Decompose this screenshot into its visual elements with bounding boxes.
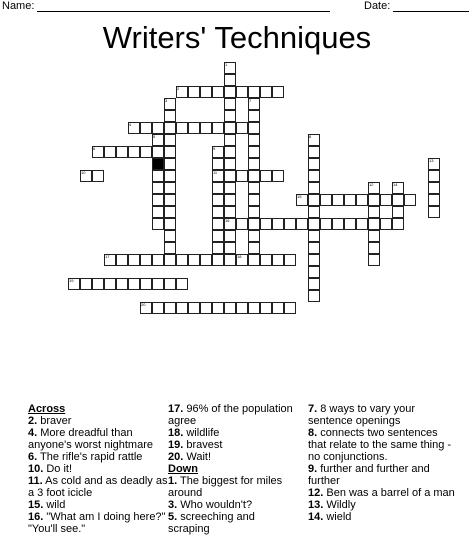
grid-cell[interactable] [152, 182, 164, 194]
grid-cell[interactable] [272, 302, 284, 314]
grid-cell[interactable] [164, 278, 176, 290]
grid-cell[interactable] [164, 302, 176, 314]
grid-number: 11 [213, 170, 218, 175]
grid-cell[interactable] [392, 206, 404, 218]
grid-cell[interactable] [332, 218, 344, 230]
grid-cell[interactable] [116, 254, 128, 266]
grid-cell[interactable] [356, 194, 368, 206]
grid-cell[interactable] [212, 182, 224, 194]
date-field[interactable] [364, 0, 469, 12]
grid-cell[interactable] [188, 122, 200, 134]
clue-down-5: 5. screeching and scraping [168, 511, 255, 535]
grid-cell[interactable] [308, 230, 320, 242]
grid-cell[interactable] [428, 194, 440, 206]
grid-cell[interactable] [284, 218, 296, 230]
grid-cell[interactable] [176, 254, 188, 266]
grid-cell[interactable] [428, 170, 440, 182]
grid-cell[interactable] [104, 278, 116, 290]
grid-number: 7 [249, 98, 252, 103]
grid-cell[interactable] [248, 182, 260, 194]
grid-cell[interactable] [404, 194, 416, 206]
grid-cell[interactable] [248, 206, 260, 218]
grid-cell[interactable] [164, 134, 176, 146]
grid-cell[interactable] [164, 182, 176, 194]
grid-cell[interactable] [80, 278, 92, 290]
grid-cell[interactable] [164, 218, 176, 230]
grid-cell[interactable] [164, 146, 176, 158]
grid-cell[interactable] [152, 122, 164, 134]
grid-number: 5 [153, 134, 156, 139]
grid-number: 12 [369, 182, 374, 187]
grid-cell[interactable] [224, 230, 236, 242]
grid-cell[interactable] [224, 302, 236, 314]
grid-cell[interactable] [200, 302, 212, 314]
grid-cell[interactable] [380, 194, 392, 206]
grid-cell[interactable] [308, 218, 320, 230]
grid-cell[interactable] [248, 110, 260, 122]
clue-across-16: 16. "What am I doing here?" "You'll see." [28, 511, 166, 535]
grid-cell[interactable] [212, 122, 224, 134]
grid-cell[interactable] [152, 170, 164, 182]
grid-cell[interactable] [356, 218, 368, 230]
grid-cell[interactable] [272, 170, 284, 182]
grid-number: 15 [297, 194, 302, 199]
grid-cell[interactable] [212, 218, 224, 230]
grid-cell[interactable] [212, 194, 224, 206]
grid-cell[interactable] [224, 74, 236, 86]
grid-cell[interactable] [164, 254, 176, 266]
grid-cell[interactable] [164, 194, 176, 206]
grid-cell[interactable] [284, 254, 296, 266]
grid-cell[interactable] [368, 218, 380, 230]
grid-cell[interactable] [248, 122, 260, 134]
grid-number: 19 [69, 278, 74, 283]
grid-cell[interactable] [308, 170, 320, 182]
grid-number: 14 [393, 182, 398, 187]
grid-cell[interactable] [212, 86, 224, 98]
grid-cell[interactable] [248, 146, 260, 158]
grid-cell[interactable] [152, 218, 164, 230]
name-label: Name: [2, 0, 35, 12]
grid-cell[interactable] [332, 194, 344, 206]
grid-cell[interactable] [188, 254, 200, 266]
grid-number: 18 [237, 254, 242, 259]
grid-cell[interactable] [200, 86, 212, 98]
clue-down-3: 3. Who wouldn't? [168, 499, 253, 511]
grid-cell[interactable] [200, 254, 212, 266]
grid-cell[interactable] [272, 254, 284, 266]
name-field[interactable] [2, 0, 330, 12]
grid-cell[interactable] [128, 278, 140, 290]
grid-cell[interactable] [248, 194, 260, 206]
grid-cell[interactable] [308, 254, 320, 266]
grid-cell[interactable] [428, 182, 440, 194]
grid-cell[interactable] [200, 122, 212, 134]
clue-across-6: 6. The rifle's rapid rattle [28, 451, 143, 463]
grid-cell[interactable] [344, 218, 356, 230]
name-line[interactable] [37, 1, 330, 12]
grid-cell[interactable] [176, 302, 188, 314]
grid-cell[interactable] [212, 158, 224, 170]
grid-number: 2 [177, 86, 180, 91]
grid-cell[interactable] [248, 86, 260, 98]
grid-cell[interactable] [164, 110, 176, 122]
grid-cell[interactable] [248, 218, 260, 230]
grid-cell[interactable] [116, 146, 128, 158]
grid-cell[interactable] [248, 254, 260, 266]
grid-cell[interactable] [320, 194, 332, 206]
grid-cell[interactable] [176, 278, 188, 290]
grid-cell[interactable] [260, 170, 272, 182]
grid-cell[interactable] [224, 158, 236, 170]
grid-cell[interactable] [224, 122, 236, 134]
grid-number: 9 [213, 146, 216, 151]
clue-across-17: 17. 96% of the population agree [168, 403, 293, 427]
grid-number: 1 [225, 62, 228, 67]
grid-cell[interactable] [224, 146, 236, 158]
clue-across-19: 19. bravest [168, 439, 223, 451]
date-label: Date: [364, 0, 391, 12]
grid-cell[interactable] [224, 134, 236, 146]
grid-cell[interactable] [236, 218, 248, 230]
grid-cell[interactable] [296, 218, 308, 230]
grid-number: 10 [81, 170, 86, 175]
grid-cell[interactable] [260, 302, 272, 314]
grid-cell[interactable] [128, 254, 140, 266]
clue-down-13: 13. Wildly [308, 499, 356, 511]
grid-number: 16 [225, 218, 230, 223]
grid-cell[interactable] [428, 206, 440, 218]
grid-cell[interactable] [164, 230, 176, 242]
grid-cell[interactable] [392, 218, 404, 230]
grid-cell[interactable] [140, 278, 152, 290]
clue-across-11: 11. As cold and as deadly as a 3 foot icicle [28, 475, 168, 499]
clue-down-7: 7. 8 ways to vary your sentence openings [308, 403, 416, 427]
grid-cell[interactable] [164, 170, 176, 182]
grid-cell[interactable] [152, 146, 164, 158]
grid-cell[interactable] [260, 254, 272, 266]
grid-cell[interactable] [224, 206, 236, 218]
clue-down-14: 14. wield [308, 511, 352, 523]
grid-cell[interactable] [164, 158, 176, 170]
grid-cell[interactable] [140, 122, 152, 134]
grid-cell[interactable] [308, 206, 320, 218]
down-heading: Down [168, 463, 198, 475]
grid-number: 13 [429, 158, 434, 163]
grid-cell[interactable] [248, 230, 260, 242]
grid-cell[interactable] [152, 278, 164, 290]
grid-cell[interactable] [164, 122, 176, 134]
grid-cell[interactable] [368, 230, 380, 242]
grid-cell[interactable] [224, 170, 236, 182]
grid-number: 3 [165, 98, 168, 103]
grid-cell[interactable] [344, 194, 356, 206]
grid-cell[interactable] [308, 278, 320, 290]
grid-number: 6 [93, 146, 96, 151]
grid-cell[interactable] [248, 134, 260, 146]
grid-cell[interactable] [236, 86, 248, 98]
grid-cell[interactable] [224, 98, 236, 110]
grid-cell[interactable] [260, 86, 272, 98]
grid-cell[interactable] [308, 266, 320, 278]
grid-cell[interactable] [116, 278, 128, 290]
grid-block [152, 158, 164, 170]
grid-cell[interactable] [92, 278, 104, 290]
grid-cell[interactable] [224, 254, 236, 266]
grid-cell[interactable] [236, 122, 248, 134]
grid-cell[interactable] [152, 194, 164, 206]
grid-cell[interactable] [188, 302, 200, 314]
grid-cell[interactable] [248, 158, 260, 170]
grid-cell[interactable] [224, 194, 236, 206]
grid-cell[interactable] [224, 182, 236, 194]
date-line[interactable] [393, 1, 469, 12]
grid-cell[interactable] [164, 206, 176, 218]
grid-cell[interactable] [152, 254, 164, 266]
grid-cell[interactable] [92, 170, 104, 182]
grid-cell[interactable] [368, 194, 380, 206]
grid-cell[interactable] [308, 182, 320, 194]
grid-cell[interactable] [212, 242, 224, 254]
grid-cell[interactable] [272, 218, 284, 230]
grid-cell[interactable] [104, 146, 116, 158]
grid-cell[interactable] [380, 218, 392, 230]
grid-cell[interactable] [152, 206, 164, 218]
grid-cell[interactable] [320, 218, 332, 230]
grid-cell[interactable] [368, 254, 380, 266]
grid-cell[interactable] [176, 122, 188, 134]
grid-cell[interactable] [308, 158, 320, 170]
grid-cell[interactable] [308, 242, 320, 254]
clue-down-8: 8. connects two sentences that relate to the same thing - no conjunctions. [308, 427, 452, 463]
grid-number: 17 [105, 254, 110, 259]
grid-cell[interactable] [368, 242, 380, 254]
grid-cell[interactable] [140, 146, 152, 158]
clue-column-1 [28, 403, 168, 535]
grid-cell[interactable] [224, 110, 236, 122]
clue-across-15: 15. wild [28, 499, 66, 511]
across-heading: Across [28, 403, 66, 415]
grid-cell[interactable] [212, 302, 224, 314]
grid-cell[interactable] [212, 230, 224, 242]
grid-cell[interactable] [260, 218, 272, 230]
grid-cell[interactable] [308, 290, 320, 302]
grid-cell[interactable] [212, 254, 224, 266]
grid-number: 4 [129, 122, 132, 127]
clue-column-3 [308, 403, 458, 523]
puzzle-title: Writers' Techniques [102, 20, 372, 55]
grid-cell[interactable] [248, 302, 260, 314]
grid-number: 8 [309, 134, 312, 139]
grid-cell[interactable] [392, 194, 404, 206]
grid-cell[interactable] [248, 170, 260, 182]
grid-cell[interactable] [284, 302, 296, 314]
grid-cell[interactable] [152, 302, 164, 314]
grid-cell[interactable] [140, 254, 152, 266]
clue-across-4: 4. More dreadful than anyone's worst nightmare [28, 427, 153, 451]
clue-down-12: 12. Ben was a barrel of a man [308, 487, 455, 499]
grid-cell[interactable] [188, 86, 200, 98]
grid-number: 20 [141, 302, 146, 307]
clue-across-10: 10. Do it! [28, 463, 73, 475]
clue-across-2: 2. braver [28, 415, 72, 427]
grid-cell[interactable] [224, 86, 236, 98]
grid-cell[interactable] [368, 206, 380, 218]
clue-column-2 [168, 403, 298, 535]
grid-cell[interactable] [224, 242, 236, 254]
clue-down-9: 9. further and further and further [308, 463, 430, 487]
grid-cell[interactable] [308, 194, 320, 206]
clue-across-18: 18. wildlife [168, 427, 220, 439]
grid-cell[interactable] [164, 242, 176, 254]
grid-cell[interactable] [308, 146, 320, 158]
grid-cell[interactable] [128, 146, 140, 158]
clue-down-1: 1. The biggest for miles around [168, 475, 283, 499]
clue-across-20: 20. Wait! [168, 451, 212, 463]
grid-cell[interactable] [248, 242, 260, 254]
grid-cell[interactable] [236, 170, 248, 182]
grid-cell[interactable] [236, 302, 248, 314]
grid-cell[interactable] [212, 206, 224, 218]
grid-cell[interactable] [272, 86, 284, 98]
